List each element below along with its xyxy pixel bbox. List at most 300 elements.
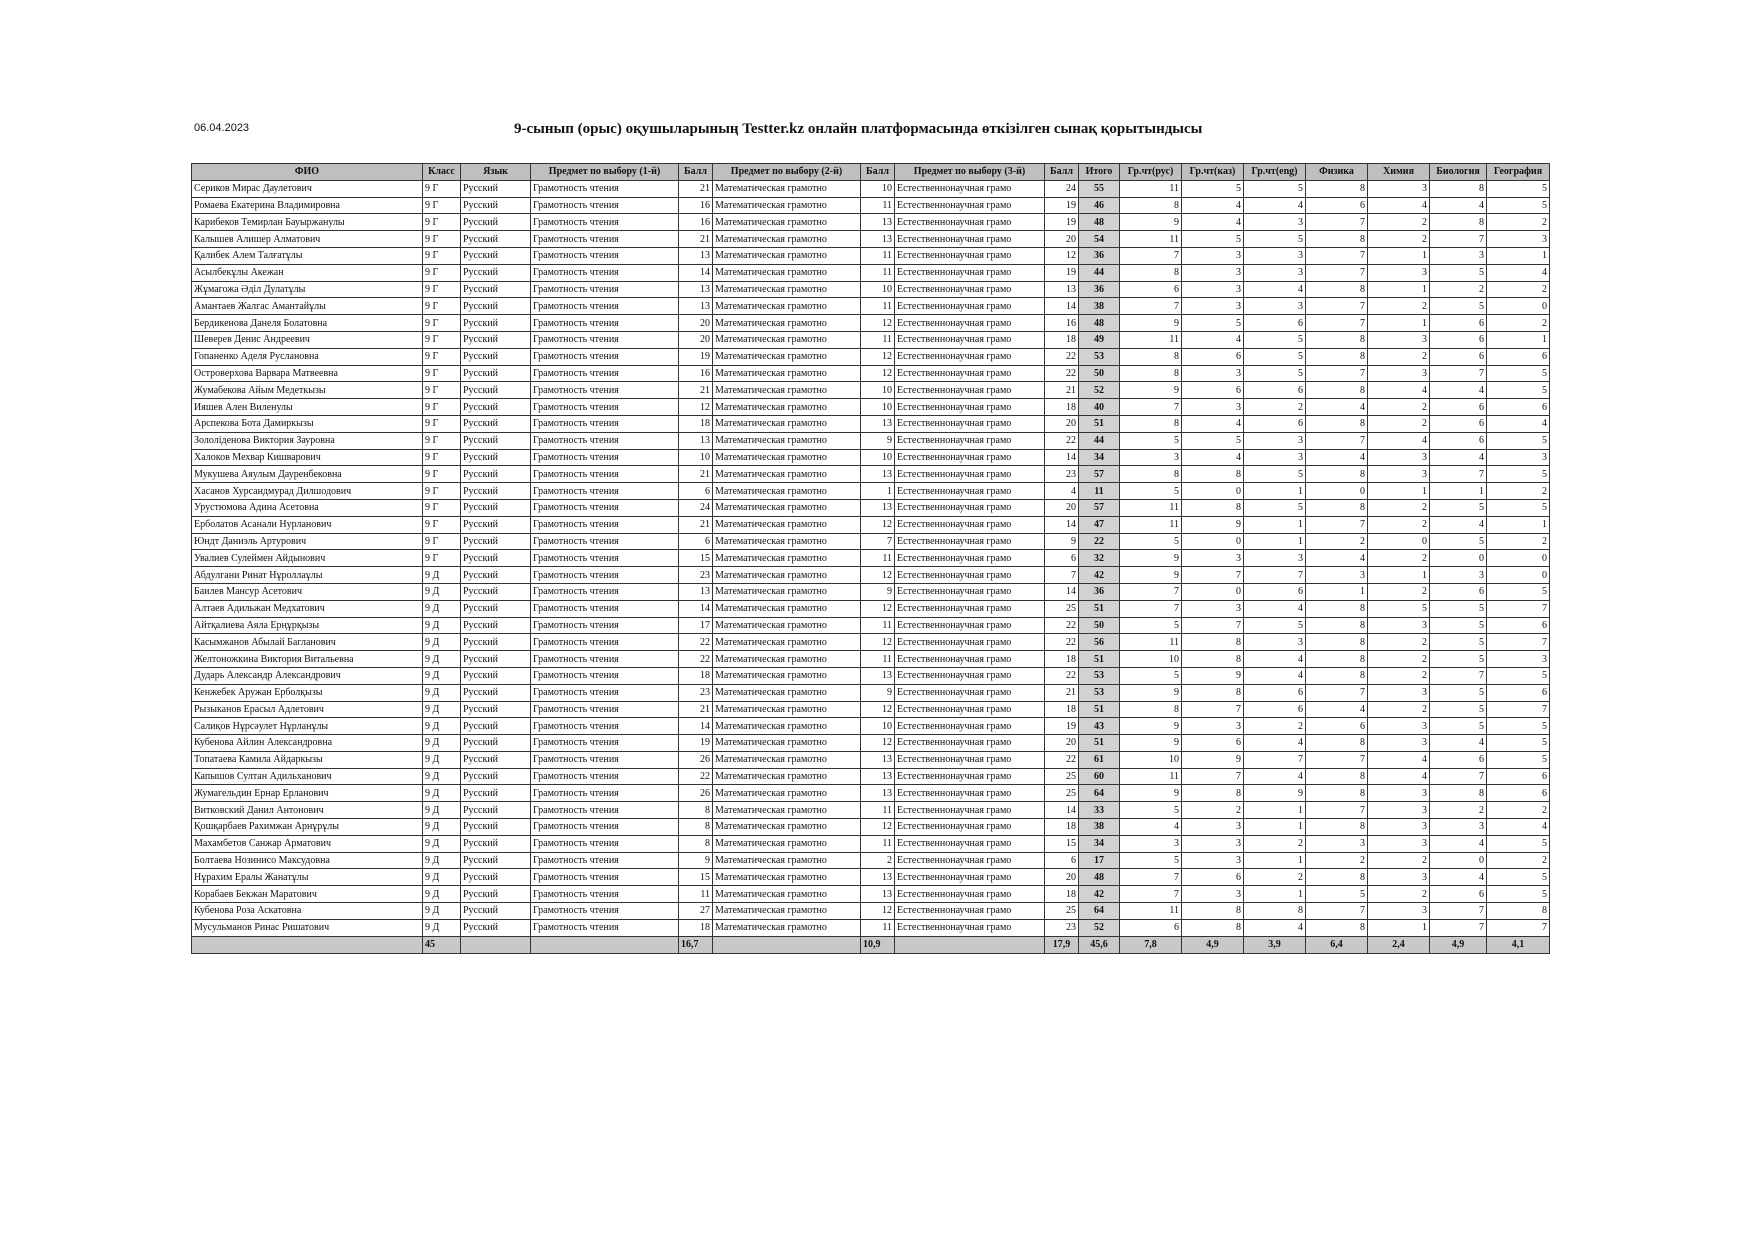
table-cell: 25: [1045, 785, 1079, 802]
table-cell: Жұмагожа Әділ Дулатұлы: [192, 281, 423, 298]
table-cell: 3: [1182, 298, 1244, 315]
table-row: [192, 331, 1550, 348]
table-cell: 8: [1306, 348, 1368, 365]
table-cell: 9 Г: [423, 298, 461, 315]
table-cell: 8: [1430, 180, 1487, 197]
table-cell: 4: [1430, 516, 1487, 533]
table-cell: 60: [1079, 768, 1120, 785]
table-row: [192, 718, 1550, 735]
table-row: [192, 399, 1550, 416]
table-cell: 8: [1306, 735, 1368, 752]
table-cell: 52: [1079, 382, 1120, 399]
table-cell: 7: [1306, 684, 1368, 701]
column-header: Предмет по выбору (2-й): [713, 164, 861, 181]
table-cell: 23: [679, 567, 713, 584]
table-cell: 20: [679, 331, 713, 348]
table-cell: Грамотность чтения: [531, 550, 679, 567]
table-cell: 2: [1487, 852, 1550, 869]
table-cell: 3: [1182, 718, 1244, 735]
table-cell: Кубенова Айлин Александровна: [192, 735, 423, 752]
summary-cell: 45: [423, 936, 461, 953]
table-cell: 9 Г: [423, 315, 461, 332]
table-cell: 25: [1045, 600, 1079, 617]
table-cell: Болтаева Нозинисо Максудовна: [192, 852, 423, 869]
table-cell: 6: [1182, 735, 1244, 752]
table-cell: 32: [1079, 550, 1120, 567]
table-cell: 2: [1368, 550, 1430, 567]
table-cell: 53: [1079, 667, 1120, 684]
table-cell: Математическая грамотно: [713, 600, 861, 617]
summary-cell: [713, 936, 861, 953]
table-cell: Желтоножкина Виктория Витальевна: [192, 651, 423, 668]
table-cell: 14: [1045, 516, 1079, 533]
table-cell: 14: [679, 718, 713, 735]
table-cell: 4: [1182, 331, 1244, 348]
column-header: География: [1487, 164, 1550, 181]
table-cell: 4: [1368, 751, 1430, 768]
table-row: [192, 348, 1550, 365]
table-cell: 18: [679, 667, 713, 684]
table-cell: 3: [1244, 634, 1306, 651]
table-cell: 6: [679, 533, 713, 550]
summary-cell: 4,9: [1182, 936, 1244, 953]
table-cell: 3: [1368, 735, 1430, 752]
summary-cell: 4,9: [1430, 936, 1487, 953]
table-cell: 6: [1120, 919, 1182, 936]
table-cell: Математическая грамотно: [713, 415, 861, 432]
table-header-row: [192, 164, 1550, 181]
table-cell: 6: [1244, 583, 1306, 600]
table-cell: 5: [1430, 718, 1487, 735]
table-cell: 1: [861, 483, 895, 500]
table-cell: Русский: [461, 886, 531, 903]
column-header: Гр.чт(eng): [1244, 164, 1306, 181]
table-cell: Естественнонаучная грамо: [895, 600, 1045, 617]
table-cell: Естественнонаучная грамо: [895, 466, 1045, 483]
table-cell: 9 Г: [423, 483, 461, 500]
table-cell: 4: [1244, 197, 1306, 214]
table-cell: Математическая грамотно: [713, 718, 861, 735]
document-title: 9-сынып (орыс) оқушыларының Testter.kz онлайн платформасында өткізілген сынақ қорытындысы: [514, 121, 1203, 137]
table-cell: Естественнонаучная грамо: [895, 701, 1045, 718]
summary-cell: 3,9: [1244, 936, 1306, 953]
table-cell: 19: [1045, 718, 1079, 735]
table-cell: 13: [679, 583, 713, 600]
table-cell: Естественнонаучная грамо: [895, 667, 1045, 684]
table-cell: 22: [1045, 751, 1079, 768]
table-cell: 8: [1306, 281, 1368, 298]
table-cell: Математическая грамотно: [713, 449, 861, 466]
table-cell: Математическая грамотно: [713, 516, 861, 533]
table-cell: 44: [1079, 432, 1120, 449]
table-cell: 4: [1487, 264, 1550, 281]
table-cell: Естественнонаучная грамо: [895, 550, 1045, 567]
table-row: [192, 231, 1550, 248]
table-cell: 51: [1079, 701, 1120, 718]
summary-cell: [461, 936, 531, 953]
table-cell: 12: [861, 600, 895, 617]
table-cell: Русский: [461, 331, 531, 348]
table-cell: 6: [1244, 684, 1306, 701]
table-cell: Естественнонаучная грамо: [895, 432, 1045, 449]
table-cell: 9 Г: [423, 331, 461, 348]
table-cell: 8: [1306, 331, 1368, 348]
table-cell: 0: [1306, 483, 1368, 500]
table-cell: 27: [679, 903, 713, 920]
table-cell: 5: [1430, 651, 1487, 668]
table-cell: 2: [1368, 634, 1430, 651]
summary-cell: [531, 936, 679, 953]
table-cell: 4: [1244, 667, 1306, 684]
table-cell: 56: [1079, 634, 1120, 651]
table-cell: 7: [1306, 365, 1368, 382]
table-cell: 6: [1487, 617, 1550, 634]
table-cell: 19: [1045, 264, 1079, 281]
table-cell: 14: [1045, 298, 1079, 315]
table-row: [192, 315, 1550, 332]
table-cell: Увалиев Сулеймен Айдынович: [192, 550, 423, 567]
table-cell: 6: [1120, 281, 1182, 298]
table-cell: 5: [1120, 802, 1182, 819]
table-cell: 1: [1244, 819, 1306, 836]
table-cell: 48: [1079, 214, 1120, 231]
table-cell: 1: [1368, 247, 1430, 264]
table-cell: 7: [1306, 903, 1368, 920]
table-cell: 5: [1430, 684, 1487, 701]
table-cell: 12: [861, 634, 895, 651]
table-cell: 3: [1182, 600, 1244, 617]
table-cell: 8: [1306, 415, 1368, 432]
table-cell: Қошқарбаев Рахимжан Арнұрұлы: [192, 819, 423, 836]
table-cell: Ияшев Ален Виленулы: [192, 399, 423, 416]
table-cell: 3: [1368, 180, 1430, 197]
table-cell: 19: [1045, 214, 1079, 231]
table-cell: Математическая грамотно: [713, 247, 861, 264]
table-cell: Естественнонаучная грамо: [895, 903, 1045, 920]
table-cell: Грамотность чтения: [531, 617, 679, 634]
table-cell: 2: [1368, 651, 1430, 668]
table-cell: Естественнонаучная грамо: [895, 768, 1045, 785]
table-cell: 19: [679, 348, 713, 365]
table-cell: 2: [1368, 499, 1430, 516]
table-cell: 4: [1368, 382, 1430, 399]
table-row: [192, 583, 1550, 600]
table-cell: 6: [1487, 399, 1550, 416]
table-cell: 5: [1182, 180, 1244, 197]
table-cell: 0: [1430, 550, 1487, 567]
table-cell: 4: [1182, 197, 1244, 214]
table-cell: 26: [679, 785, 713, 802]
table-cell: Русский: [461, 735, 531, 752]
table-cell: 4: [1368, 768, 1430, 785]
table-cell: 22: [1045, 432, 1079, 449]
table-cell: 3: [1182, 399, 1244, 416]
table-row: [192, 802, 1550, 819]
table-cell: Хасанов Хурсандмурад Дилшодович: [192, 483, 423, 500]
table-cell: 11: [1120, 231, 1182, 248]
table-row: [192, 247, 1550, 264]
table-cell: 44: [1079, 264, 1120, 281]
table-cell: 8: [1306, 382, 1368, 399]
table-cell: Математическая грамотно: [713, 533, 861, 550]
table-cell: 5: [1487, 869, 1550, 886]
table-cell: Русский: [461, 835, 531, 852]
table-cell: 38: [1079, 819, 1120, 836]
table-cell: 21: [1045, 382, 1079, 399]
table-cell: 8: [1306, 231, 1368, 248]
table-cell: 36: [1079, 281, 1120, 298]
table-cell: 11: [861, 247, 895, 264]
table-cell: Математическая грамотно: [713, 684, 861, 701]
table-cell: 6: [1430, 348, 1487, 365]
table-cell: 15: [679, 869, 713, 886]
table-cell: 3: [1430, 567, 1487, 584]
table-cell: Асылбекұлы Акежан: [192, 264, 423, 281]
table-cell: 8: [1306, 819, 1368, 836]
table-cell: Математическая грамотно: [713, 735, 861, 752]
table-cell: 10: [861, 449, 895, 466]
table-cell: 9: [679, 852, 713, 869]
table-cell: 4: [1244, 281, 1306, 298]
summary-row: [192, 936, 1550, 953]
table-cell: 8: [1120, 197, 1182, 214]
table-cell: 4: [1430, 382, 1487, 399]
table-cell: 0: [1430, 852, 1487, 869]
table-cell: Русский: [461, 718, 531, 735]
table-cell: 6: [1430, 583, 1487, 600]
table-cell: Грамотность чтения: [531, 516, 679, 533]
table-cell: 8: [679, 819, 713, 836]
table-cell: 10: [861, 281, 895, 298]
table-cell: 15: [1045, 835, 1079, 852]
table-cell: Русский: [461, 567, 531, 584]
table-cell: 4: [1244, 768, 1306, 785]
table-cell: 6: [1244, 415, 1306, 432]
table-cell: Русский: [461, 399, 531, 416]
table-cell: 5: [1487, 382, 1550, 399]
table-cell: Математическая грамотно: [713, 751, 861, 768]
table-cell: 5: [1430, 600, 1487, 617]
table-cell: Грамотность чтения: [531, 247, 679, 264]
table-cell: 6: [1487, 684, 1550, 701]
results-table: [191, 163, 1550, 954]
table-cell: 22: [1045, 634, 1079, 651]
table-cell: Математическая грамотно: [713, 903, 861, 920]
table-cell: 9: [1120, 315, 1182, 332]
table-row: [192, 281, 1550, 298]
table-cell: 3: [1368, 903, 1430, 920]
table-cell: 5: [1430, 499, 1487, 516]
column-header: Класс: [423, 164, 461, 181]
table-cell: Естественнонаучная грамо: [895, 869, 1045, 886]
table-cell: 2: [1368, 399, 1430, 416]
table-cell: 7: [1487, 701, 1550, 718]
table-cell: Естественнонаучная грамо: [895, 751, 1045, 768]
table-row: [192, 415, 1550, 432]
table-cell: 7: [1244, 567, 1306, 584]
table-cell: 5: [1120, 533, 1182, 550]
table-cell: Математическая грамотно: [713, 231, 861, 248]
table-cell: Русский: [461, 516, 531, 533]
column-header: Гр.чт(рус): [1120, 164, 1182, 181]
table-cell: 7: [861, 533, 895, 550]
table-cell: Русский: [461, 231, 531, 248]
table-cell: 1: [1368, 567, 1430, 584]
table-cell: Русский: [461, 869, 531, 886]
summary-cell: 45,6: [1079, 936, 1120, 953]
table-cell: Грамотность чтения: [531, 667, 679, 684]
summary-cell: 17,9: [1045, 936, 1079, 953]
table-cell: 5: [1182, 315, 1244, 332]
table-cell: 9: [1182, 667, 1244, 684]
table-cell: Естественнонаучная грамо: [895, 281, 1045, 298]
table-cell: 6: [679, 483, 713, 500]
table-cell: 7: [1120, 399, 1182, 416]
table-cell: 11: [679, 886, 713, 903]
table-cell: 8: [1430, 214, 1487, 231]
table-cell: 9 Д: [423, 684, 461, 701]
table-cell: 11: [861, 651, 895, 668]
table-cell: 7: [1306, 247, 1368, 264]
table-cell: 13: [861, 466, 895, 483]
table-cell: 5: [1306, 886, 1368, 903]
table-cell: 9 Г: [423, 348, 461, 365]
table-cell: Грамотность чтения: [531, 701, 679, 718]
table-cell: 42: [1079, 567, 1120, 584]
table-cell: 7: [1487, 634, 1550, 651]
table-cell: 5: [1120, 852, 1182, 869]
table-cell: Математическая грамотно: [713, 315, 861, 332]
table-cell: Грамотность чтения: [531, 466, 679, 483]
table-cell: 20: [1045, 869, 1079, 886]
table-cell: 11: [861, 802, 895, 819]
table-cell: 1: [1430, 483, 1487, 500]
table-cell: 5: [1487, 886, 1550, 903]
table-cell: 9 Г: [423, 382, 461, 399]
table-cell: 14: [1045, 583, 1079, 600]
table-cell: 9: [1182, 516, 1244, 533]
table-cell: 22: [679, 634, 713, 651]
table-cell: 9 Г: [423, 466, 461, 483]
table-cell: Грамотность чтения: [531, 365, 679, 382]
table-row: [192, 533, 1550, 550]
table-cell: Естественнонаучная грамо: [895, 415, 1045, 432]
table-cell: Математическая грамотно: [713, 550, 861, 567]
table-cell: 8: [1120, 348, 1182, 365]
table-cell: 51: [1079, 600, 1120, 617]
table-cell: Грамотность чтения: [531, 180, 679, 197]
table-cell: 6: [1182, 869, 1244, 886]
table-cell: Естественнонаучная грамо: [895, 533, 1045, 550]
table-cell: 2: [1368, 214, 1430, 231]
table-cell: 8: [1306, 667, 1368, 684]
table-cell: 2: [1368, 852, 1430, 869]
column-header: Гр.чт(каз): [1182, 164, 1244, 181]
table-cell: Естественнонаучная грамо: [895, 483, 1045, 500]
table-cell: 11: [1120, 634, 1182, 651]
table-cell: 24: [1045, 180, 1079, 197]
table-cell: 0: [1182, 533, 1244, 550]
table-cell: 6: [1430, 415, 1487, 432]
table-cell: Математическая грамотно: [713, 483, 861, 500]
table-cell: Русский: [461, 583, 531, 600]
table-cell: 8: [1182, 919, 1244, 936]
table-cell: Грамотность чтения: [531, 835, 679, 852]
table-cell: 3: [1368, 819, 1430, 836]
table-cell: Русский: [461, 449, 531, 466]
table-cell: Естественнонаучная грамо: [895, 231, 1045, 248]
table-cell: 22: [679, 768, 713, 785]
table-cell: 21: [679, 180, 713, 197]
table-cell: 6: [1430, 331, 1487, 348]
table-row: [192, 903, 1550, 920]
table-cell: 8: [1306, 869, 1368, 886]
table-cell: Грамотность чтения: [531, 751, 679, 768]
table-cell: 10: [861, 180, 895, 197]
table-cell: Островерхова Варвара Матвеевна: [192, 365, 423, 382]
table-cell: 8: [1120, 365, 1182, 382]
table-cell: 3: [1244, 432, 1306, 449]
table-cell: 12: [861, 735, 895, 752]
table-cell: Абдулгани Ринат Нұроллаұлы: [192, 567, 423, 584]
table-cell: 11: [861, 197, 895, 214]
table-cell: 2: [1430, 802, 1487, 819]
table-cell: 5: [1430, 298, 1487, 315]
table-cell: 13: [679, 247, 713, 264]
table-cell: 9: [1120, 785, 1182, 802]
table-cell: 3: [1306, 567, 1368, 584]
summary-cell: 2,4: [1368, 936, 1430, 953]
table-cell: 9 Д: [423, 583, 461, 600]
table-cell: Естественнонаучная грамо: [895, 852, 1045, 869]
table-cell: 5: [1487, 432, 1550, 449]
table-cell: 8: [1182, 684, 1244, 701]
table-cell: Русский: [461, 600, 531, 617]
table-cell: 3: [1368, 466, 1430, 483]
table-cell: Математическая грамотно: [713, 617, 861, 634]
table-cell: 9 Г: [423, 533, 461, 550]
table-cell: Математическая грамотно: [713, 667, 861, 684]
table-cell: 9 Г: [423, 214, 461, 231]
table-cell: 13: [861, 214, 895, 231]
table-cell: 53: [1079, 348, 1120, 365]
table-cell: 1: [1244, 516, 1306, 533]
table-cell: Грамотность чтения: [531, 499, 679, 516]
table-cell: 9: [1120, 382, 1182, 399]
table-cell: Математическая грамотно: [713, 399, 861, 416]
table-cell: Математическая грамотно: [713, 852, 861, 869]
table-cell: 33: [1079, 802, 1120, 819]
table-cell: 8: [1182, 466, 1244, 483]
table-cell: 26: [679, 751, 713, 768]
table-cell: Математическая грамотно: [713, 835, 861, 852]
table-row: [192, 365, 1550, 382]
table-cell: Русский: [461, 382, 531, 399]
table-cell: 13: [679, 281, 713, 298]
table-cell: 7: [1306, 315, 1368, 332]
table-cell: 12: [1045, 247, 1079, 264]
table-cell: Естественнонаучная грамо: [895, 516, 1045, 533]
table-cell: 17: [679, 617, 713, 634]
table-cell: 4: [1244, 919, 1306, 936]
table-cell: 6: [1182, 382, 1244, 399]
table-cell: Грамотность чтения: [531, 281, 679, 298]
table-cell: 3: [1244, 247, 1306, 264]
table-cell: Математическая грамотно: [713, 180, 861, 197]
table-cell: 9 Д: [423, 735, 461, 752]
table-cell: 9 Г: [423, 432, 461, 449]
table-cell: Математическая грамотно: [713, 768, 861, 785]
